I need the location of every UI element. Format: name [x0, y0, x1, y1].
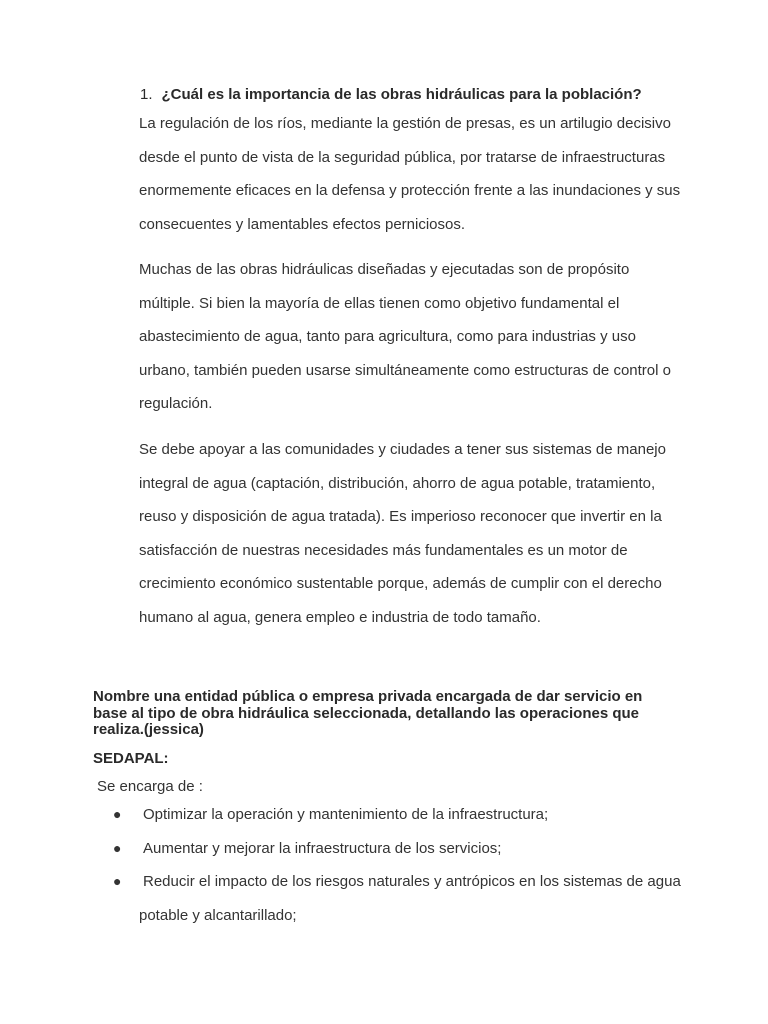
- paragraph-flood-regulation: La regulación de los ríos, mediante la gestión de presas, es un artilugio decisivo desde el punto de vista de la seguridad pública, por tratarse de infraestructuras enormemente eficaces en la defensa y protección frente a las inundaciones y sus consecuentes y lamentables efectos perniciosos.: [139, 115, 681, 233]
- list-item: [113, 832, 683, 866]
- list-item: [113, 865, 683, 932]
- bullet-icon: ●: [113, 806, 122, 822]
- bullet-icon: ●: [113, 839, 122, 856]
- list-item-text: Reducir el impacto de los riesgos naturales y antrópicos en los sistemas de agua potable y alcantarillado;: [139, 873, 681, 924]
- organization-intro: Se encarga de :: [97, 778, 203, 795]
- list-item-text: Aumentar y mejorar la infraestructura de los servicios;: [143, 839, 502, 857]
- question-1-text: ¿Cuál es la importancia de las obras hidráulicas para la población?: [161, 86, 642, 103]
- question-1-number: 1.: [140, 86, 153, 103]
- question-1-heading: [140, 86, 642, 103]
- list-item: [113, 798, 683, 832]
- paragraph-integral-water-management: Se debe apoyar a las comunidades y ciudades a tener sus sistemas de manejo integral de agua (captación, distribución, ahorro de agua potable, tratamiento, reuso y disposición de agua tratada). Es imperioso reconocer que invertir en la satisfacción de nuestras necesidades más fundamentales es un motor de crecimiento económico sustentable porque, además de cumplir con el derecho humano al agua, genera empleo e industria de todo tamaño.: [139, 441, 666, 626]
- paragraph-multipurpose-works: Muchas de las obras hidráulicas diseñadas y ejecutadas son de propósito múltiple. Si bien la mayoría de ellas tienen como objetivo fundamental el abastecimiento de agua, tanto para agricultura, como para industrias y uso urbano, también pueden usarse simultáneamente como estructuras de control o regulación.: [139, 261, 671, 413]
- question-2-heading: Nombre una entidad pública o empresa privada encargada de dar servicio en base al tipo de obra hidráulica seleccionada, detallando las operaciones que realiza.(jessica): [93, 688, 643, 738]
- operations-list: [113, 798, 683, 932]
- bullet-icon: ●: [113, 873, 122, 890]
- list-item-text: Optimizar la operación y mantenimiento de la infraestructura;: [143, 806, 549, 823]
- organization-name: SEDAPAL:: [93, 750, 169, 767]
